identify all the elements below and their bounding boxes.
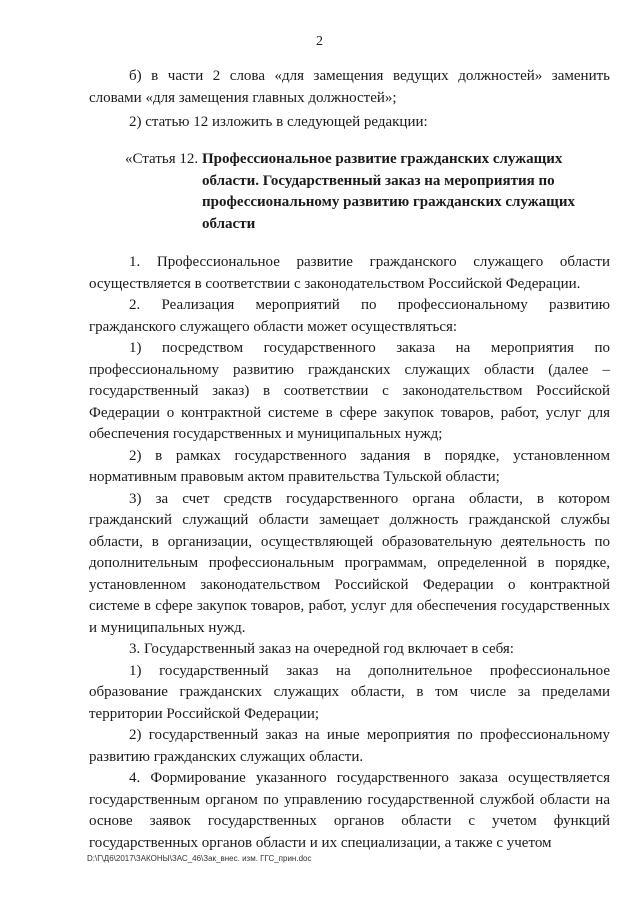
body-paragraph: 4. Формирование указанного государственного заказа осуществляется государственным органом по управлению государственной службой области на основе заявок государственных органов области с учетом функций государственных органов области и их специализации, а также с учетом: [89, 770, 610, 851]
body-paragraph: 1. Профессиональное развитие гражданского служащего области осуществляется в соответствии с законодательством Российской Федерации.: [89, 254, 610, 292]
body-paragraph: 2) в рамках государственного задания в порядке, установленном нормативным правовым актом правительства Тульской области;: [89, 447, 610, 485]
intro-paragraph: б) в части 2 слова «для замещения ведущих должностей» заменить словами «для замещения главных должностей»;: [89, 68, 610, 106]
body-paragraph: 1) государственный заказ на дополнительное профессиональное образование гражданских служащих области, в том числе за пределами территории Российской Федерации;: [89, 662, 610, 722]
article-title: Профессиональное развитие гражданских служащих области. Государственный заказ на мероприятия по профессиональному развитию гражданских служащих области: [202, 151, 575, 232]
body-paragraph: 2. Реализация мероприятий по профессиональному развитию гражданского служащего области может осуществляться:: [89, 297, 610, 335]
article-heading: [125, 149, 595, 235]
body-paragraph: 3. Государственный заказ на очередной год включает в себя:: [129, 641, 514, 657]
intro-paragraph: 2) статью 12 изложить в следующей редакции:: [129, 114, 428, 130]
body-paragraph: 3) за счет средств государственного органа области, в котором гражданский служащий области замещает должность гражданской службы области, в организации, осуществляющей образовательную деятельность по дополнительным профессиональным программам, определенной в порядке, установленном законодательством Российской Федерации о контрактной системе в сфере закупок товаров, работ, услуг для обеспечения государственных и муниципальных нужд.: [89, 490, 610, 636]
article-prefix: «Статья 12.: [125, 151, 199, 167]
body-paragraph: 2) государственный заказ на иные мероприятия по профессиональному развитию гражданских служащих области.: [89, 727, 610, 765]
article-body: [89, 252, 610, 854]
intro-block: [89, 66, 610, 134]
body-paragraph: 1) посредством государственного заказа на мероприятия по профессиональному развитию гражданских служащих области (далее – государственный заказ) в соответствии с законодательством Российской Федерации о контрактной системе в сфере закупок товаров, работ, услуг для обеспечения государственных и муниципальных нужд;: [89, 340, 610, 442]
page-number: 2: [316, 34, 323, 49]
footer-file-path: D:\Г\Д6\2017\ЗАКОНЫ\ЗАС_46\Зак_внес. изм. ГГС_прин.doc: [87, 854, 312, 863]
